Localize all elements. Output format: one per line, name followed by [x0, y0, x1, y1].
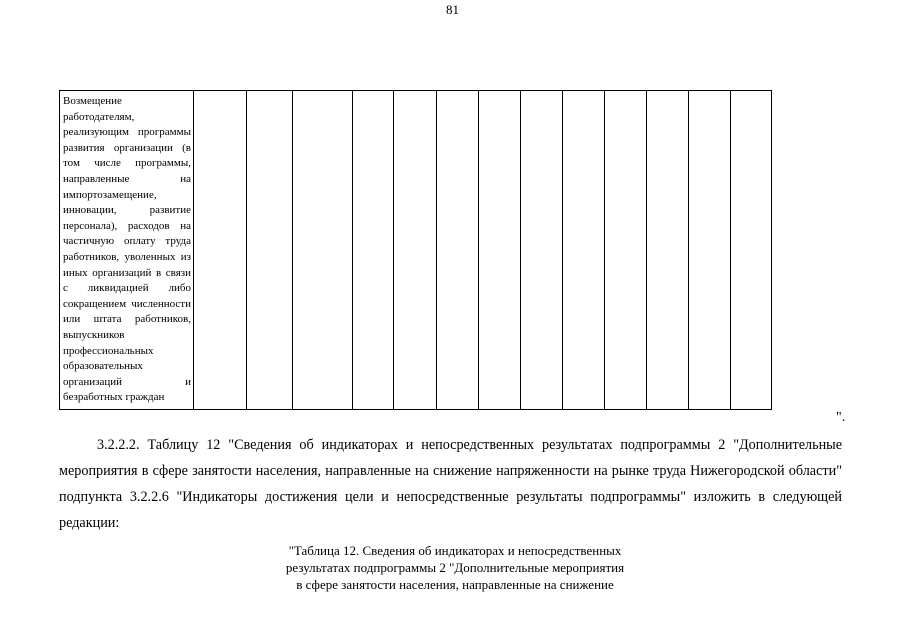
table-cell-empty [563, 91, 605, 410]
table-cell-empty [353, 91, 394, 410]
amendment-paragraph [59, 432, 842, 536]
page-number: 81 [446, 2, 459, 17]
table-cell-empty [293, 91, 353, 410]
table-cell-empty [394, 91, 437, 410]
caption-line: в сфере занятости населения, направленные на снижение [296, 577, 614, 592]
closing-quote: ". [836, 410, 846, 425]
table-cell-empty [437, 91, 479, 410]
table-cell-empty [731, 91, 772, 410]
indicator-table [59, 90, 772, 410]
table-cell-empty [479, 91, 521, 410]
table-cell-empty [689, 91, 731, 410]
caption-line: результатах подпрограммы 2 "Дополнительные мероприятия [285, 560, 625, 575]
caption-line: "Таблица 12. Сведения об индикаторах и непосредственных [288, 543, 622, 558]
table-cell-empty [647, 91, 689, 410]
table-cell-empty [605, 91, 647, 410]
amendment-text: 3.2.2.2. Таблицу 12 "Сведения об индикаторах и непосредственных результатах подпрограммы 2 "Дополнительные мероприятия в сфере занятости населения, направленные на снижение напряженности на рынке труда Нижегородской области" подпункта 3.2.2.6 "Индикаторы достижения цели и непосредственные результаты подпрограммы" изложить в следующей редакции: [59, 437, 842, 531]
table-cell-empty [521, 91, 563, 410]
table-row [60, 91, 772, 410]
table-cell-empty [247, 91, 293, 410]
table-caption [200, 542, 710, 593]
table-cell-empty [194, 91, 247, 410]
table-cell-description: Возмещение работодателям, реализующим программы развития организации (в том числе программы, направленные на импортозамещение, инновации, развитие персонала), расходов на частичную оплату труда работников, уволенных из иных организаций в связи с ликвидацией либо сокращением численности или штата работников, выпускников профессиональных образовательных организаций и безработных граждан [60, 91, 194, 410]
